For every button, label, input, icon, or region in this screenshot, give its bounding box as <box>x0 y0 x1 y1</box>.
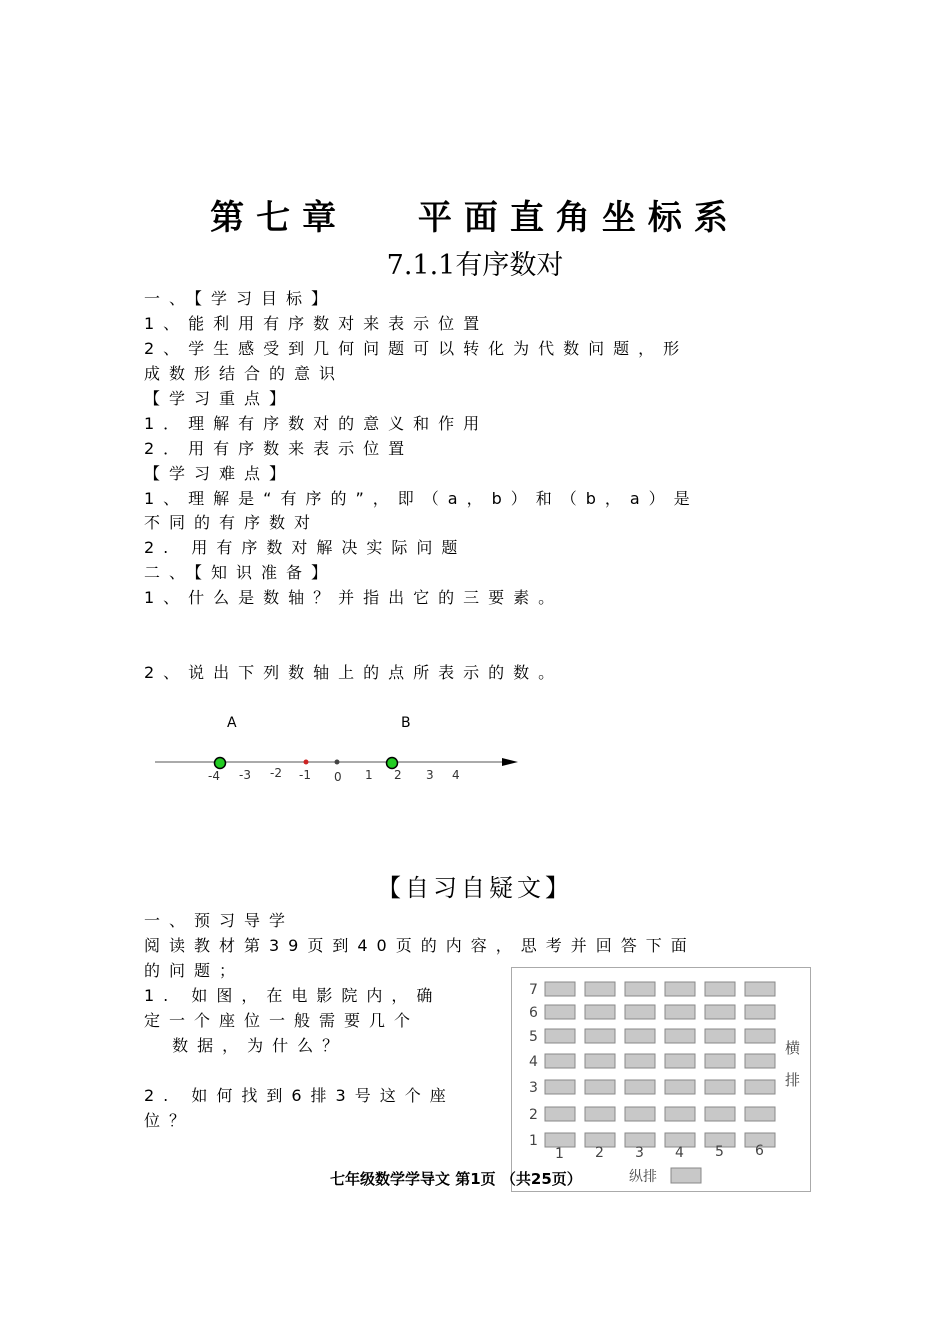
tick-label: -2 <box>270 766 282 780</box>
point-origin <box>335 760 340 765</box>
column-number: 4 <box>675 1145 684 1161</box>
seat <box>545 1005 575 1019</box>
text-line: 一、【学习目标】 <box>144 289 337 308</box>
tick-label: 0 <box>334 770 342 784</box>
seat <box>665 1005 695 1019</box>
seat <box>665 1080 695 1094</box>
tick-label: -1 <box>299 768 311 782</box>
column-number: 6 <box>755 1143 764 1159</box>
row-number: 4 <box>529 1054 538 1070</box>
column-number: 2 <box>595 1145 604 1161</box>
row-number: 3 <box>529 1080 538 1096</box>
chapter-title: 第七章 平面直角坐标系 <box>210 198 740 238</box>
seat <box>625 1080 655 1094</box>
seat <box>545 1029 575 1043</box>
tick-label: -3 <box>239 768 251 782</box>
row-number: 5 <box>529 1029 538 1045</box>
self-study-title: 【自习自疑文】 <box>377 874 573 902</box>
seat <box>745 1080 775 1094</box>
seat <box>745 1029 775 1043</box>
seat <box>545 1133 575 1147</box>
point-minus-one <box>304 760 309 765</box>
row-label-char: 排 <box>785 1071 801 1089</box>
axis-arrow-icon <box>502 758 518 766</box>
seat <box>545 982 575 996</box>
seat <box>585 1080 615 1094</box>
seat <box>585 1029 615 1043</box>
seat <box>545 1080 575 1094</box>
seat <box>705 1005 735 1019</box>
seat <box>705 982 735 996</box>
text-line: 2、学生感受到几何问题可以转化为代数问题，形 <box>144 339 689 358</box>
seat <box>745 1054 775 1068</box>
legend-seat <box>671 1168 701 1183</box>
text-line: 2、说出下列数轴上的点所表示的数。 <box>144 663 564 682</box>
text-line: 定一个座位一般需要几个 <box>144 1011 420 1030</box>
text-line: 1．理解有序数对的意义和作用 <box>144 414 489 433</box>
text-line: 2．用有序数来表示位置 <box>144 439 414 458</box>
seat <box>705 1054 735 1068</box>
seat <box>625 1029 655 1043</box>
row-number: 6 <box>529 1005 538 1021</box>
row-number: 7 <box>529 982 538 998</box>
seat <box>625 982 655 996</box>
text-line: 1、什么是数轴？并指出它的三要素。 <box>144 588 564 607</box>
seat <box>625 1054 655 1068</box>
seat <box>705 1029 735 1043</box>
tick-label: -4 <box>208 769 220 783</box>
text-line: 位？ <box>144 1111 195 1130</box>
text-line: 1、能利用有序数对来表示位置 <box>144 314 489 333</box>
point-b <box>387 758 398 769</box>
text-line: 【学习重点】 <box>144 389 295 408</box>
text-line: 【学习难点】 <box>144 464 295 483</box>
seat <box>545 1054 575 1068</box>
seat <box>585 1107 615 1121</box>
seat <box>745 982 775 996</box>
text-line: 成数形结合的意识 <box>144 364 345 383</box>
column-label: 纵排 <box>629 1169 657 1185</box>
tick-label: 3 <box>426 768 434 782</box>
seat <box>705 1080 735 1094</box>
tick-label: 1 <box>365 768 373 782</box>
point-a <box>215 758 226 769</box>
column-number: 3 <box>635 1145 644 1161</box>
seat <box>545 1107 575 1121</box>
seat <box>585 982 615 996</box>
point-label-b: B <box>401 715 411 731</box>
section-title: 7.1.1有序数对 <box>386 250 564 281</box>
seat <box>665 1107 695 1121</box>
text-line: 1. 如图，在电影院内，确 <box>144 986 442 1005</box>
tick-label: 2 <box>394 768 402 782</box>
text-line: 2. 如何找到6排3号这个座 <box>144 1086 455 1105</box>
text-line: 一、预习导学 <box>144 911 295 930</box>
seat <box>745 1005 775 1019</box>
text-line: 数据，为什么？ <box>144 1036 348 1055</box>
tick-label: 4 <box>452 768 460 782</box>
text-line: 的问题； <box>144 961 245 980</box>
row-label-char: 横 <box>785 1039 801 1057</box>
seat <box>665 982 695 996</box>
text-line: 二、【知识准备】 <box>144 563 337 582</box>
seat <box>625 1107 655 1121</box>
point-label-a: A <box>227 715 237 731</box>
seat <box>665 1029 695 1043</box>
seat <box>705 1107 735 1121</box>
number-line <box>150 705 530 795</box>
row-number: 2 <box>529 1107 538 1123</box>
text-line: 不同的有序数对 <box>144 513 320 532</box>
seat <box>585 1054 615 1068</box>
text-line: 阅读教材第39页到40页的内容，思考并回答下面 <box>144 936 696 955</box>
seat <box>745 1107 775 1121</box>
seat <box>585 1005 615 1019</box>
text-line: 1、理解是“有序的”，即（a，b）和（b，a）是 <box>144 489 699 508</box>
seat <box>625 1005 655 1019</box>
page-footer: 七年级数学学导文 第1页 （共25页） <box>330 1170 582 1188</box>
row-number: 1 <box>529 1133 538 1149</box>
seating-diagram <box>511 967 812 1193</box>
column-number: 5 <box>715 1144 724 1160</box>
column-number: 1 <box>555 1146 564 1162</box>
text-line: 2. 用有序数对解决实际问题 <box>144 538 467 557</box>
seat <box>665 1054 695 1068</box>
